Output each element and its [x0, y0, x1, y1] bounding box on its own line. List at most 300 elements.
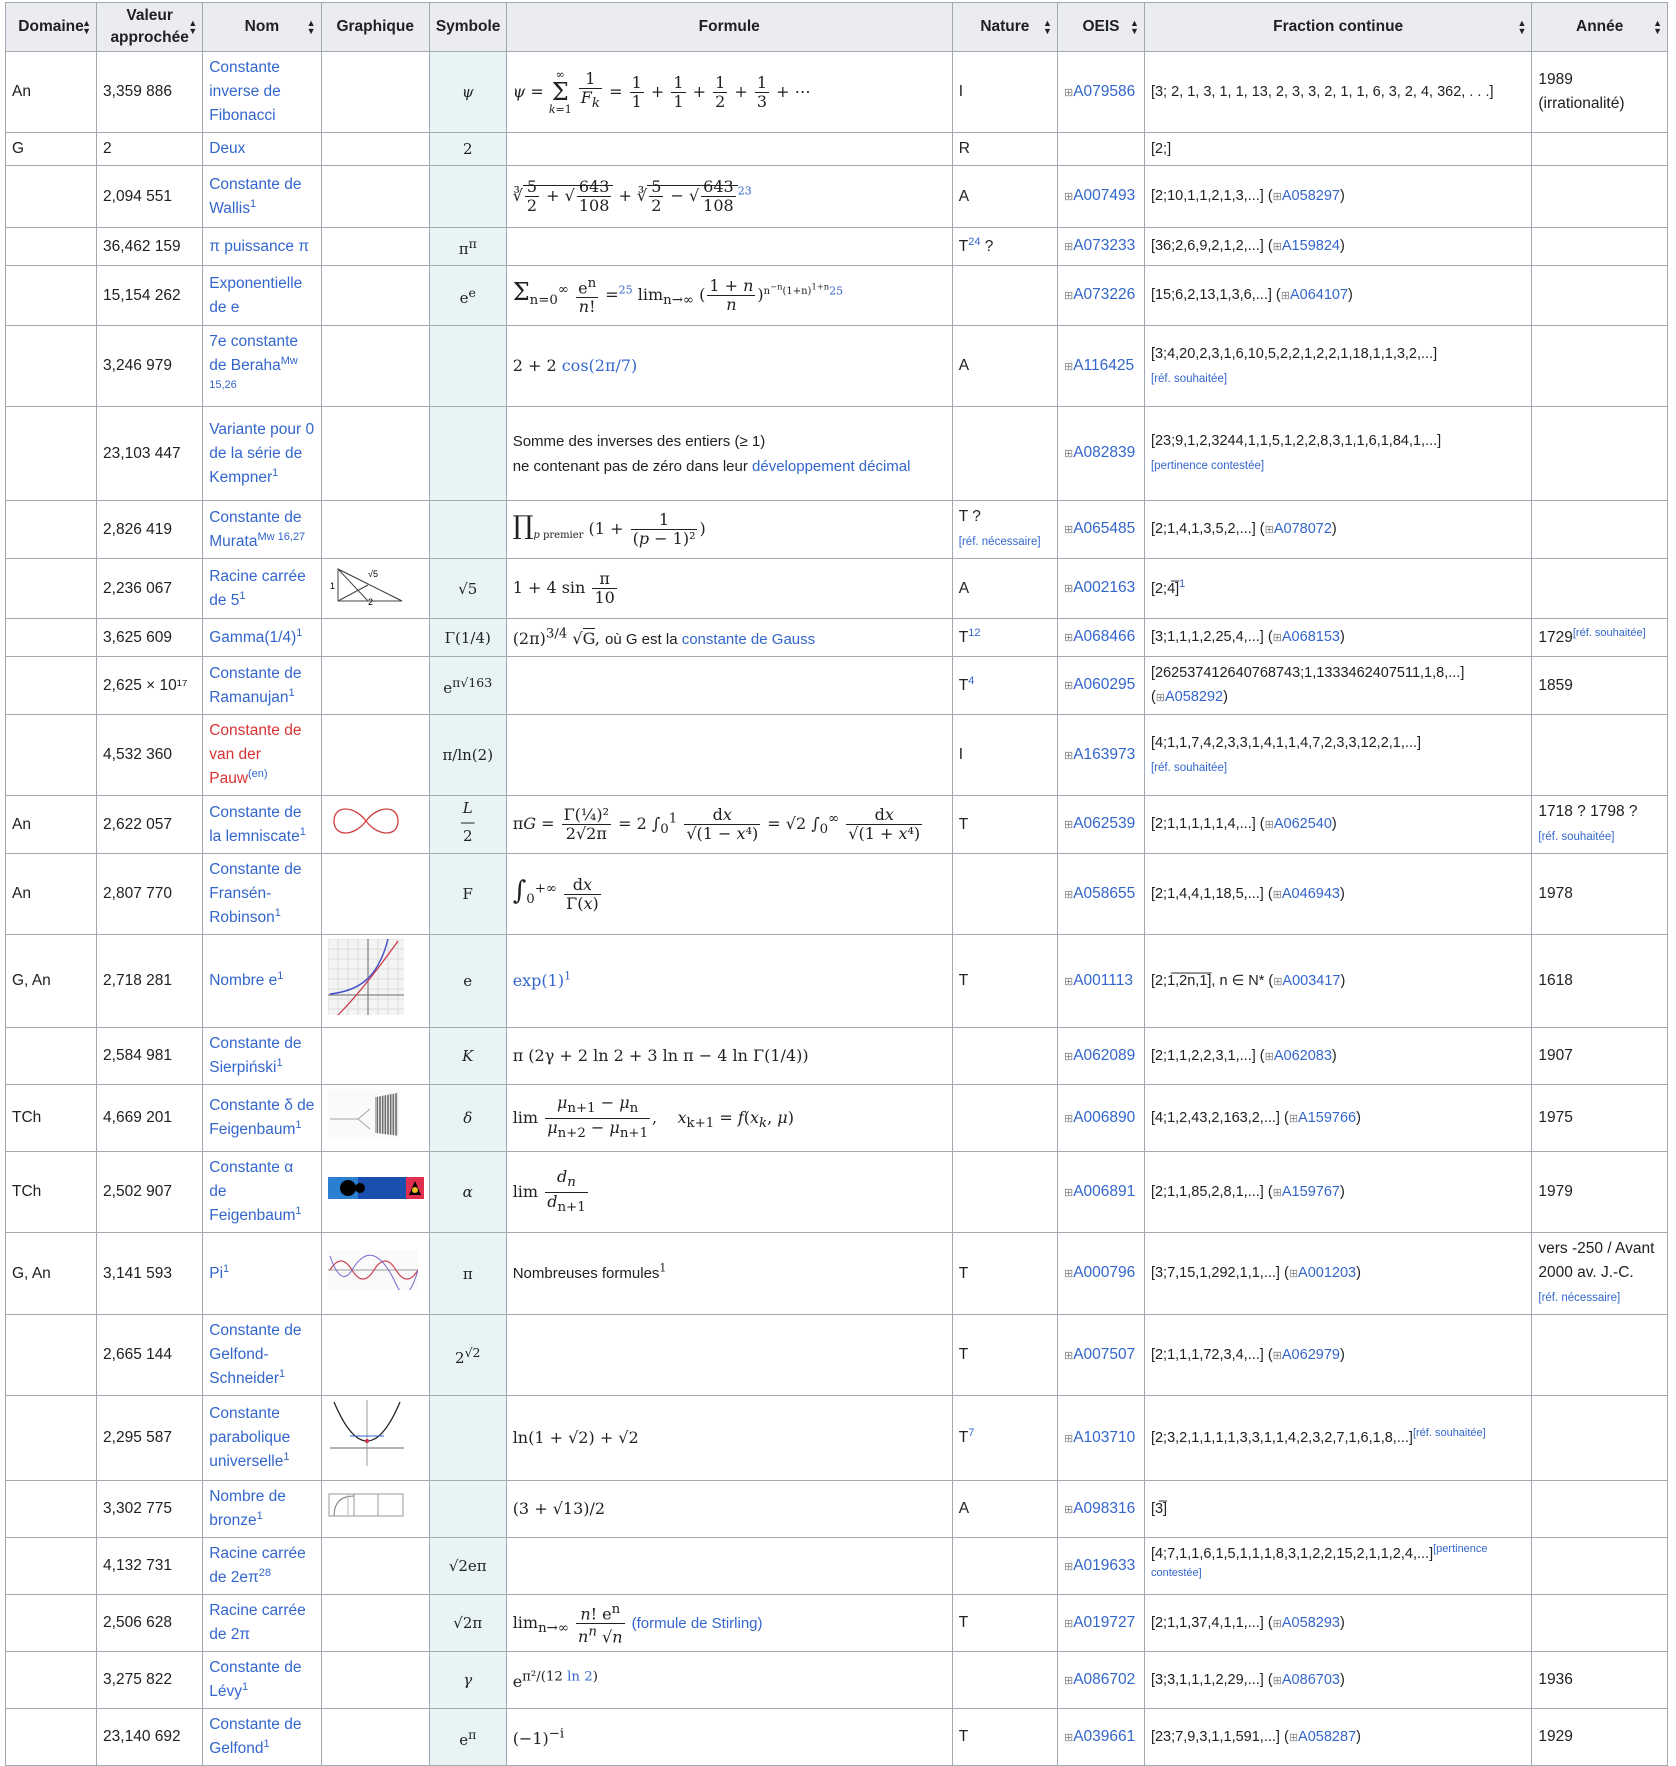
formula-cell — [506, 1595, 952, 1652]
name-footnote[interactable]: 1 — [288, 686, 295, 699]
name-footnote[interactable]: 1 — [241, 1681, 249, 1694]
oeis-icon: ⊞ — [1272, 241, 1282, 253]
nature-footnote[interactable]: 7 — [968, 1427, 975, 1440]
graph-lemniscate-image[interactable] — [328, 801, 423, 849]
constant-name-link[interactable]: Constante δ de Feigenbaum — [209, 1097, 315, 1139]
domain-cell — [6, 1538, 97, 1595]
oeis-link[interactable]: A007493 — [1073, 187, 1136, 204]
formula-math: ln(1 + √2) + √2 — [512, 1428, 639, 1448]
name-footnote[interactable]: 1 — [256, 1510, 263, 1523]
name-footnote[interactable]: (en) — [248, 768, 268, 781]
oeis-link[interactable]: A060295 — [1073, 676, 1136, 694]
approx-value: 4,532 360 — [103, 746, 172, 764]
year-cell — [1532, 715, 1668, 796]
name-footnote[interactable]: 1 — [283, 1451, 290, 1464]
constant-name-link[interactable]: Constante inverse de Fibonacci — [209, 59, 281, 124]
sort-icon[interactable]: ▲ ▼ — [1130, 18, 1139, 36]
formula-cell — [506, 407, 952, 501]
domain-cell — [6, 854, 97, 935]
oeis-link[interactable]: A073226 — [1073, 286, 1136, 303]
nature-footnote[interactable]: 24 — [968, 235, 981, 248]
oeis-icon: ⊞ — [1063, 290, 1074, 302]
formula-cell — [506, 1538, 952, 1595]
value-cell — [97, 657, 203, 715]
domain-cell — [6, 266, 97, 326]
nature-note[interactable]: [réf. nécessaire] — [958, 536, 1041, 548]
continued-fraction: [2;1,4,4,1,18,5,...] — [1150, 885, 1264, 902]
approx-value: 3,359 886 — [103, 83, 172, 100]
formula-math: $\prod_{p premier}$ (1 + $\frac{1}{\text{(p − 1)²}}$ ) — [512, 509, 706, 548]
paren: ( — [1263, 1346, 1273, 1363]
name-footnote[interactable]: 1 — [250, 197, 257, 210]
column-header-label: Valeur approchée — [110, 7, 189, 46]
constants-table — [5, 2, 1668, 1766]
year-cell — [1532, 1652, 1668, 1709]
header-row — [6, 3, 1668, 52]
oeis-cell — [1057, 133, 1144, 166]
symbol-text: π — [462, 1264, 473, 1283]
symbol-cell — [429, 326, 506, 407]
cf-note[interactable]: [réf. souhaitée] — [1150, 372, 1228, 385]
nature-text: T ? — [958, 508, 981, 525]
sort-icon[interactable]: ▲ ▼ — [82, 18, 92, 36]
year-cell — [1532, 266, 1668, 326]
approx-value: 3,275 822 — [103, 1671, 172, 1689]
year-text: 1859 — [1538, 676, 1573, 694]
cf-footnote[interactable]: 1 — [1179, 577, 1186, 590]
cf-note[interactable]: [pertinence contestée] — [1150, 460, 1265, 472]
approx-value: 2,625 × 10¹⁷ — [103, 676, 188, 694]
constant-name-link[interactable]: Constante de Sierpiński — [209, 1035, 302, 1077]
year-cell — [1532, 501, 1668, 559]
domain-cell — [6, 559, 97, 619]
oeis-icon: ⊞ — [1272, 1617, 1282, 1630]
name-footnote[interactable]: 1 — [295, 1119, 302, 1132]
approx-value: 2,506 628 — [103, 1614, 172, 1632]
constant-name-link[interactable]: Constante de Ramanujan — [209, 664, 302, 706]
name-cell — [203, 1152, 321, 1233]
name-footnote[interactable]: 1 — [296, 626, 303, 639]
continued-fraction-cell — [1144, 1538, 1531, 1595]
cf-oeis-link[interactable]: A001203 — [1298, 1265, 1357, 1282]
column-header-5 — [506, 3, 952, 52]
table-row — [6, 1152, 1668, 1233]
paren: ( — [1279, 1109, 1289, 1126]
graph-cell — [321, 1595, 429, 1652]
cf-oeis-link[interactable]: A078072 — [1273, 521, 1332, 537]
year-cell — [1532, 1152, 1668, 1233]
oeis-link[interactable]: A001113 — [1073, 971, 1133, 989]
oeis-link[interactable]: A039661 — [1073, 1727, 1136, 1745]
cf-oeis-link[interactable]: A062083 — [1273, 1047, 1332, 1064]
year-cell — [1532, 1233, 1668, 1315]
name-footnote[interactable]: 1 — [239, 589, 246, 602]
year-cell — [1532, 619, 1668, 657]
oeis-icon: ⊞ — [1272, 888, 1282, 901]
oeis-link[interactable]: A062539 — [1073, 815, 1136, 833]
continued-fraction-cell — [1144, 407, 1531, 501]
continued-fraction-cell — [1144, 1085, 1531, 1152]
constant-name-link[interactable]: Constante de Gelfond — [209, 1716, 302, 1758]
name-cell — [203, 1595, 321, 1652]
nature-text: T — [958, 1264, 969, 1282]
year-cell — [1532, 228, 1668, 266]
oeis-link[interactable]: A163973 — [1073, 745, 1136, 763]
symbol-cell — [429, 1315, 506, 1396]
cf-oeis-link[interactable]: A064107 — [1289, 287, 1349, 303]
oeis-icon: ⊞ — [1063, 241, 1074, 253]
graph-cell — [321, 52, 429, 133]
oeis-link[interactable]: A007507 — [1073, 1345, 1136, 1363]
symbol-cell — [429, 1481, 506, 1538]
constant-name-link[interactable]: Constante de Gelfond-Schneider — [209, 1322, 302, 1388]
oeis-link[interactable]: A103710 — [1073, 1428, 1136, 1446]
symbol-math: $2^{√2}$ — [455, 1344, 481, 1367]
column-header-8[interactable] — [1144, 3, 1531, 52]
oeis-icon: ⊞ — [1264, 1050, 1274, 1063]
cf-oeis-link[interactable]: A058287 — [1298, 1728, 1357, 1745]
name-footnote[interactable]: 1 — [279, 1368, 286, 1381]
nature-text: T — [958, 1346, 969, 1364]
continued-fraction-cell — [1144, 228, 1531, 266]
paren: ( — [1263, 188, 1273, 204]
oeis-link[interactable]: A065485 — [1073, 520, 1136, 537]
oeis-link[interactable]: A082839 — [1073, 444, 1136, 461]
domain-cell — [6, 501, 97, 559]
paren: ) — [1356, 1109, 1361, 1126]
continued-fraction: [2;1,4,1,3,5,2,...] — [1150, 521, 1256, 537]
nature-text: I — [958, 746, 964, 764]
oeis-link[interactable]: A058655 — [1073, 884, 1136, 902]
cf-oeis-link[interactable]: A058293 — [1281, 1614, 1340, 1631]
graph-rects-image[interactable] — [328, 1492, 423, 1526]
graph-cell — [321, 619, 429, 657]
column-header-6[interactable] — [952, 3, 1057, 52]
symbol-text: √2eπ — [448, 1557, 487, 1576]
symbol-cell — [429, 133, 506, 166]
oeis-link[interactable]: A002163 — [1073, 579, 1136, 596]
symbol-cell — [429, 657, 506, 715]
continued-fraction-cell — [1144, 619, 1531, 657]
name-footnote[interactable]: 28 — [258, 1567, 271, 1580]
oeis-link[interactable]: A062089 — [1073, 1046, 1136, 1064]
sort-icon[interactable]: ▲ ▼ — [306, 18, 316, 36]
cf-oeis-link[interactable]: A068153 — [1281, 629, 1340, 646]
symbol-cell — [429, 501, 506, 559]
name-cell — [203, 854, 321, 935]
paren: ) — [1339, 629, 1345, 646]
cf-oeis-link[interactable]: A159766 — [1298, 1109, 1357, 1126]
domain-cell — [6, 619, 97, 657]
continued-fraction: [3;4,20,2,3,1,6,10,5,2,2,1,2,2,1,18,1,1,3,2,...] — [1150, 345, 1438, 362]
oeis-link[interactable]: A086702 — [1073, 1670, 1136, 1688]
year-text: 1978 — [1538, 885, 1573, 903]
approx-value: 3,141 593 — [103, 1264, 172, 1282]
cf-oeis-link[interactable]: A159767 — [1281, 1183, 1340, 1200]
column-header-7[interactable] — [1057, 3, 1144, 52]
graph-triangle-image[interactable] — [328, 565, 423, 613]
name-footnote[interactable]: 1 — [277, 970, 284, 983]
year-note[interactable]: [réf. nécessaire] — [1538, 1292, 1621, 1305]
graph-parabola-image[interactable] — [328, 1400, 423, 1476]
name-cell — [203, 715, 321, 796]
symbol-cell — [429, 1595, 506, 1652]
name-footnote[interactable]: 1 — [276, 1057, 283, 1070]
oeis-link[interactable]: A006891 — [1073, 1182, 1136, 1200]
continued-fraction: [3;1,1,1,2,25,4,...] — [1150, 629, 1264, 646]
oeis-link[interactable]: A000796 — [1073, 1264, 1136, 1282]
continued-fraction: [2;1,1,2,2,3,1,...] — [1150, 1047, 1256, 1064]
nature-footnote[interactable]: 12 — [968, 626, 981, 639]
formula-cell — [506, 501, 952, 559]
cf-oeis-link[interactable]: A062540 — [1273, 816, 1332, 833]
graph-cell — [321, 166, 429, 228]
nature-cell — [952, 1595, 1057, 1652]
paren: ( — [1271, 287, 1281, 303]
oeis-cell — [1057, 407, 1144, 501]
constant-name-link[interactable]: Constante de Wallis — [209, 175, 302, 217]
constant-name-link[interactable]: Constante de Lévy — [209, 1659, 302, 1701]
name-cell — [203, 1396, 321, 1481]
graph-cell — [321, 1152, 429, 1233]
graph-mandel-image[interactable] — [328, 1177, 423, 1207]
continued-fraction: [4;1,1,7,4,2,3,3,1,4,1,1,4,7,2,3,3,12,2,1,...] — [1150, 734, 1422, 751]
cf-oeis-link[interactable]: A159824 — [1281, 238, 1340, 254]
year-text: 1718 ? 1798 ? — [1538, 803, 1638, 821]
table-row — [6, 166, 1668, 228]
oeis-icon: ⊞ — [1280, 290, 1290, 302]
formula-math: ψ = ∞ Σ k=1 $\frac{1}{F_k}$ = $\frac{1}{1}$ + $\frac{1}{1}$ + $\frac{1}{2}$ + $\frac{1}{3}$ + ⋯ — [512, 68, 811, 116]
table-row — [6, 619, 1668, 657]
nature-text: T — [958, 1429, 969, 1447]
formula-cell — [506, 1028, 952, 1085]
oeis-cell — [1057, 935, 1144, 1028]
symbol-cell — [429, 166, 506, 228]
formula-cell — [506, 52, 952, 133]
paren: ) — [1223, 689, 1228, 706]
oeis-link[interactable]: A098316 — [1073, 1499, 1136, 1517]
cf-oeis-link[interactable]: A003417 — [1282, 972, 1341, 989]
graph-bifurcation-image[interactable] — [328, 1089, 423, 1147]
value-cell — [97, 1396, 203, 1481]
nature-cell — [952, 657, 1057, 715]
sort-icon[interactable]: ▲ ▼ — [188, 18, 198, 36]
year-cell — [1532, 935, 1668, 1028]
sort-icon[interactable]: ▲ ▼ — [1653, 18, 1662, 36]
formula-math: lim $\frac{d_n}{d_{n+1}}$ — [512, 1166, 586, 1216]
value-cell — [97, 1085, 203, 1152]
paren: ) — [1339, 1671, 1345, 1688]
symbol-cell — [429, 715, 506, 796]
year-cell — [1532, 1481, 1668, 1538]
formula-math: 1 + 4 sin $\frac{\pi}{10}$ — [512, 569, 615, 607]
domain-cell — [6, 1152, 97, 1233]
column-header-1[interactable] — [97, 3, 203, 52]
year-note[interactable]: [réf. souhaitée] — [1572, 626, 1646, 639]
constant-name-link[interactable]: Gamma(1/4) — [209, 628, 297, 646]
continued-fraction-cell — [1144, 1396, 1531, 1481]
name-footnote[interactable]: 1 — [274, 907, 281, 920]
domain-cell — [6, 715, 97, 796]
oeis-icon: ⊞ — [1272, 632, 1282, 645]
nature-cell — [952, 1481, 1057, 1538]
value-cell — [97, 1709, 203, 1766]
value-cell — [97, 166, 203, 228]
constant-name-link[interactable]: Variante pour 0 de la série de Kempner — [209, 420, 315, 486]
constant-name-link[interactable]: Constante de la lemniscate — [209, 803, 302, 845]
year-cell — [1532, 407, 1668, 501]
paren: ) — [1340, 972, 1346, 989]
sort-icon[interactable]: ▲ ▼ — [1517, 18, 1527, 36]
oeis-link[interactable]: A073233 — [1073, 237, 1136, 254]
continued-fraction: [2;1,1,1,72,3,4,...] — [1150, 1346, 1264, 1363]
constant-name-link[interactable]: Nombre de bronze — [209, 1488, 286, 1530]
paren: ) — [1339, 1346, 1345, 1363]
oeis-link[interactable]: A019633 — [1073, 1556, 1136, 1574]
nature-cell — [952, 228, 1057, 266]
name-footnote[interactable]: 1 — [295, 1205, 302, 1218]
oeis-cell — [1057, 1315, 1144, 1396]
cf-oeis-link[interactable]: A058292 — [1165, 689, 1224, 706]
oeis-link[interactable]: A079586 — [1073, 82, 1136, 100]
cf-note[interactable]: [pertinence contestée] — [1150, 1543, 1488, 1580]
constant-name-link[interactable]: Constante parabolique universelle — [209, 1405, 291, 1471]
constant-name-link[interactable]: Racine carrée de 2eπ — [209, 1545, 306, 1587]
constant-name-link[interactable]: Racine carrée de 2π — [209, 1602, 306, 1644]
value-cell — [97, 854, 203, 935]
name-footnote[interactable]: 1 — [272, 466, 279, 479]
nature-footnote[interactable]: 4 — [968, 674, 975, 687]
name-footnote[interactable]: 1 — [263, 1738, 270, 1751]
symbol-math: α — [462, 1183, 473, 1202]
constant-name-link[interactable]: Racine carrée de 5 — [209, 567, 306, 609]
continued-fraction-cell — [1144, 266, 1531, 326]
name-footnote[interactable]: Mw 15,26 — [209, 354, 298, 391]
table-row — [6, 228, 1668, 266]
graph-sine-image[interactable] — [328, 1250, 423, 1298]
formula-cell — [506, 715, 952, 796]
name-cell — [203, 657, 321, 715]
cf-note[interactable]: [réf. souhaitée] — [1412, 1427, 1486, 1440]
domain-text: G, An — [12, 972, 51, 990]
continued-fraction-cell — [1144, 501, 1531, 559]
year-cell — [1532, 657, 1668, 715]
oeis-link[interactable]: A019727 — [1073, 1613, 1136, 1631]
symbol-math: ψ — [461, 83, 474, 101]
formula-footnote[interactable]: 25 — [829, 283, 844, 297]
approx-value: 2,807 770 — [103, 885, 172, 903]
value-cell — [97, 228, 203, 266]
constant-name-link[interactable]: Deux — [209, 140, 246, 157]
oeis-icon: ⊞ — [1063, 583, 1074, 595]
constant-name-link[interactable]: 7e constante de Beraha — [209, 333, 298, 374]
formula-math: Somme des inverses des entiers (≥ 1) ne contenant pas de zéro dans leur développement décimal — [512, 432, 911, 475]
constant-name-link[interactable]: Constante de van der Pauw — [209, 722, 302, 788]
year-cell — [1532, 1709, 1668, 1766]
value-cell — [97, 133, 203, 166]
oeis-icon: ⊞ — [1063, 1186, 1074, 1199]
nature-text: A — [958, 357, 970, 374]
constant-name-link[interactable]: Constante α de Feigenbaum — [209, 1159, 296, 1225]
name-cell — [203, 407, 321, 501]
oeis-cell — [1057, 796, 1144, 854]
table-row — [6, 501, 1668, 559]
symbol-cell — [429, 407, 506, 501]
cf-oeis-link[interactable]: A086703 — [1281, 1671, 1340, 1688]
oeis-link[interactable]: A116425 — [1073, 356, 1135, 374]
symbol-math: K — [462, 1047, 474, 1066]
oeis-icon: ⊞ — [1063, 1731, 1074, 1744]
cf-oeis-link[interactable]: A058297 — [1281, 188, 1340, 204]
column-header-4 — [429, 3, 506, 52]
nature-text: T — [958, 815, 969, 833]
column-header-0[interactable] — [6, 3, 97, 52]
continued-fraction: [2;1̅,̅2̅n̅,̅1̅], n ∈ N* — [1150, 972, 1265, 989]
name-footnote[interactable]: Mw 16,27 — [257, 530, 306, 543]
paren: ( — [1263, 885, 1273, 902]
year-note[interactable]: [réf. souhaitée] — [1538, 831, 1615, 844]
formula-cell — [506, 133, 952, 166]
column-header-label: Nature — [980, 18, 1030, 35]
oeis-link[interactable]: A068466 — [1073, 628, 1136, 646]
sort-icon[interactable]: ▲ ▼ — [1043, 18, 1052, 36]
graph-cell — [321, 935, 429, 1028]
nature-cell — [952, 166, 1057, 228]
oeis-cell — [1057, 1396, 1144, 1481]
nature-cell — [952, 1028, 1057, 1085]
year-text: 1979 — [1538, 1183, 1573, 1201]
cf-oeis-link[interactable]: A046943 — [1281, 885, 1340, 902]
name-footnote[interactable]: 1 — [299, 825, 306, 838]
graph-cell — [321, 407, 429, 501]
formula-cell — [506, 657, 952, 715]
formula-cell — [506, 228, 952, 266]
formula-footnote[interactable]: 23 — [737, 184, 752, 198]
symbol-math: $e^\pi$ — [459, 1726, 477, 1749]
formula-cell — [506, 1709, 952, 1766]
table-row — [6, 1233, 1668, 1315]
nature-text: A — [958, 1500, 970, 1518]
paren: ( — [1264, 972, 1274, 989]
name-cell — [203, 52, 321, 133]
constant-name-link[interactable]: π puissance π — [209, 237, 310, 255]
symbol-math: $e^{\pi√163}$ — [443, 675, 493, 698]
continued-fraction-cell — [1144, 559, 1531, 619]
constant-name-link[interactable]: Pi — [209, 1264, 224, 1282]
oeis-link[interactable]: A006890 — [1073, 1108, 1136, 1126]
nature-text: A — [958, 187, 970, 205]
column-header-2[interactable] — [203, 3, 321, 52]
constant-name-link[interactable]: Exponentielle de e — [209, 274, 303, 316]
continued-fraction-cell — [1144, 326, 1531, 407]
formula-math: $e^{\pi^2/(12 ln 2)}$ — [512, 1670, 598, 1692]
paren: ) — [1339, 885, 1345, 902]
oeis-icon: ⊞ — [1063, 524, 1074, 536]
continued-fraction-cell — [1144, 1709, 1531, 1766]
column-header-9[interactable] — [1532, 3, 1668, 52]
name-cell — [203, 1652, 321, 1709]
name-footnote[interactable]: 1 — [223, 1262, 230, 1275]
cf-note[interactable]: [réf. souhaitée] — [1150, 761, 1228, 774]
constant-name-link[interactable]: Constante de Murata — [209, 508, 302, 550]
graph-exp-image[interactable] — [328, 939, 423, 1023]
table-row — [6, 1315, 1668, 1396]
value-cell — [97, 796, 203, 854]
constant-name-link[interactable]: Constante de Fransén-Robinson — [209, 861, 302, 927]
constant-name-link[interactable]: Nombre e — [209, 972, 278, 990]
cf-oeis-link[interactable]: A062979 — [1281, 1346, 1340, 1363]
formula-cell — [506, 559, 952, 619]
